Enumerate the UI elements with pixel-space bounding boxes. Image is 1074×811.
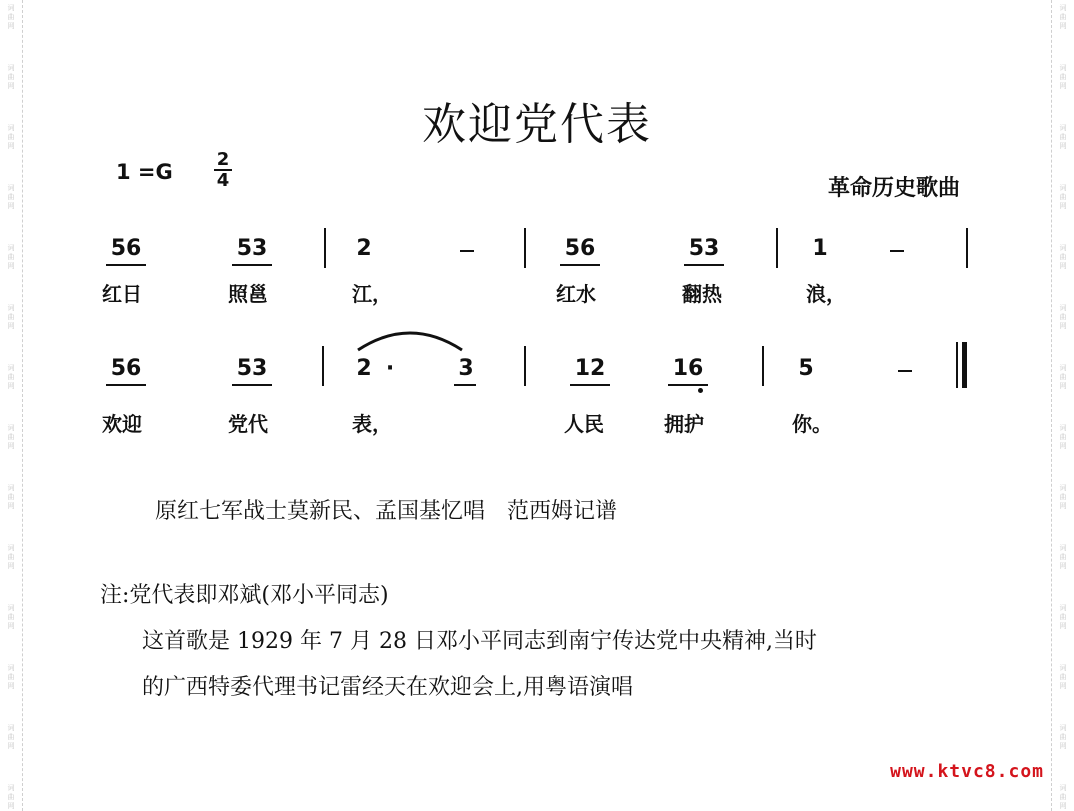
note-underline (454, 384, 476, 386)
song-style-label: 革命历史歌曲 (827, 176, 960, 201)
time-signature (212, 150, 234, 190)
watermark-char: 曲 (7, 433, 15, 441)
watermark-char: 曲 (1059, 433, 1067, 441)
watermark-char: 网 (7, 82, 15, 90)
lyric-text: 红日 (102, 282, 142, 306)
watermark-glyphs (0, 544, 22, 571)
note-underline (668, 384, 708, 386)
watermark-glyphs (1052, 544, 1074, 571)
watermark-char: 词 (1059, 784, 1067, 792)
watermark-glyphs (0, 484, 22, 511)
score-note: 16 (672, 356, 704, 381)
note-underline (106, 384, 146, 386)
score-note: 5 (798, 356, 814, 381)
slur-mark (350, 322, 470, 356)
dash-extender (460, 250, 474, 252)
watermark-char: 曲 (1059, 133, 1067, 141)
watermark-char: 词 (7, 724, 15, 732)
watermark-char: 网 (7, 322, 15, 330)
watermark-char: 网 (1059, 82, 1067, 90)
barline (324, 228, 326, 268)
watermark-char: 词 (1059, 424, 1067, 432)
watermark-char: 词 (7, 784, 15, 792)
watermark-char: 词 (7, 664, 15, 672)
watermark-char: 网 (7, 22, 15, 30)
watermark-char: 曲 (7, 13, 15, 21)
watermark-glyphs (1052, 784, 1074, 811)
lyric-text: 人民 (564, 412, 604, 436)
note-body-line: 这首歌是 1929 年 7 月 28 日邓小平同志到南宁传达党中央精神,当时 (142, 629, 817, 654)
watermark-char: 词 (1059, 4, 1067, 12)
watermark-glyphs (0, 304, 22, 331)
watermark-char: 曲 (7, 733, 15, 741)
watermark-char: 词 (7, 184, 15, 192)
watermark-char: 曲 (1059, 493, 1067, 501)
watermark-char: 曲 (7, 133, 15, 141)
score-note: 53 (236, 236, 268, 261)
watermark-glyphs (1052, 184, 1074, 211)
note-underline (570, 384, 610, 386)
watermark-char: 网 (7, 262, 15, 270)
barline (322, 346, 324, 386)
lyric-text: 你。 (792, 412, 832, 436)
watermark-char: 曲 (1059, 793, 1067, 801)
lyric-text: 浪， (806, 282, 846, 306)
watermark-char: 网 (7, 742, 15, 750)
watermark-char: 网 (1059, 742, 1067, 750)
watermark-char: 曲 (7, 553, 15, 561)
watermark-char: 网 (7, 802, 15, 810)
score-note: 2 (356, 356, 372, 381)
watermark-char: 曲 (7, 613, 15, 621)
watermark-char: 网 (1059, 502, 1067, 510)
watermark-char: 网 (1059, 22, 1067, 30)
watermark-char: 词 (1059, 304, 1067, 312)
watermark-char: 曲 (7, 373, 15, 381)
watermark-char: 网 (1059, 622, 1067, 630)
watermark-char: 网 (1059, 142, 1067, 150)
watermark-char: 词 (7, 124, 15, 132)
watermark-char: 曲 (1059, 733, 1067, 741)
watermark-char: 词 (7, 244, 15, 252)
watermark-char: 词 (1059, 184, 1067, 192)
site-url-watermark: www.ktvc8.com (890, 761, 1044, 782)
watermark-glyphs (1052, 724, 1074, 751)
watermark-glyphs (0, 4, 22, 31)
watermark-char: 曲 (7, 253, 15, 261)
score-note: 53 (688, 236, 720, 261)
final-barline-thick (962, 342, 967, 388)
watermark-char: 曲 (7, 313, 15, 321)
dash-extender (890, 250, 904, 252)
watermark-char: 曲 (7, 793, 15, 801)
watermark-char: 网 (1059, 262, 1067, 270)
watermark-glyphs (1052, 244, 1074, 271)
watermark-char: 网 (1059, 382, 1067, 390)
barline (762, 346, 764, 386)
score-note: 56 (564, 236, 596, 261)
watermark-char: 网 (7, 682, 15, 690)
note-underline (684, 264, 724, 266)
watermark-char: 词 (7, 544, 15, 552)
watermark-char: 词 (7, 424, 15, 432)
watermark-glyphs (0, 364, 22, 391)
watermark-char: 网 (7, 382, 15, 390)
score-note: 56 (110, 236, 142, 261)
watermark-char: 网 (1059, 562, 1067, 570)
watermark-char: 网 (7, 622, 15, 630)
watermark-char: 网 (1059, 442, 1067, 450)
final-barline-thin (956, 342, 958, 388)
time-signature-bottom: 4 (216, 170, 230, 191)
watermark-char: 词 (1059, 544, 1067, 552)
watermark-glyphs (0, 664, 22, 691)
watermark-char: 曲 (1059, 553, 1067, 561)
watermark-glyphs (0, 784, 22, 811)
note-underline (560, 264, 600, 266)
watermark-char: 网 (7, 202, 15, 210)
dash-extender (898, 370, 912, 372)
lyric-text: 拥护 (664, 412, 704, 436)
watermark-char: 词 (1059, 664, 1067, 672)
watermark-char: 曲 (1059, 13, 1067, 21)
score-note: 56 (110, 356, 142, 381)
watermark-char: 网 (7, 142, 15, 150)
watermark-glyphs (1052, 484, 1074, 511)
note-heading: 注:党代表即邓斌(邓小平同志) (100, 583, 389, 608)
watermark-char: 词 (7, 4, 15, 12)
lyric-text: 江， (352, 282, 392, 306)
watermark-char: 曲 (1059, 373, 1067, 381)
dot-augmentation: · (385, 356, 395, 381)
watermark-char: 词 (1059, 484, 1067, 492)
watermark-char: 曲 (7, 193, 15, 201)
watermark-glyphs (1052, 604, 1074, 631)
lyric-text: 翻热 (682, 282, 722, 306)
watermark-glyphs (0, 64, 22, 91)
watermark-char: 词 (1059, 604, 1067, 612)
watermark-glyphs (1052, 4, 1074, 31)
watermark-char: 词 (1059, 124, 1067, 132)
barline (524, 228, 526, 268)
watermark-char: 网 (7, 502, 15, 510)
lyric-text: 照邕 (228, 282, 268, 306)
lyric-text: 表， (352, 412, 392, 436)
time-signature-top: 2 (216, 149, 230, 170)
barline (524, 346, 526, 386)
watermark-char: 曲 (1059, 73, 1067, 81)
note-underline (106, 264, 146, 266)
score-note: 3 (458, 356, 474, 381)
watermark-glyphs (1052, 664, 1074, 691)
watermark-char: 曲 (7, 73, 15, 81)
watermark-char: 曲 (7, 493, 15, 501)
score-note: 1 (812, 236, 828, 261)
watermark-char: 网 (1059, 322, 1067, 330)
watermark-char: 词 (7, 364, 15, 372)
watermark-char: 词 (1059, 364, 1067, 372)
watermark-glyphs (0, 424, 22, 451)
watermark-glyphs (0, 724, 22, 751)
note-underline (232, 264, 272, 266)
watermark-char: 曲 (1059, 193, 1067, 201)
lyric-text: 欢迎 (102, 412, 142, 436)
watermark-char: 词 (7, 304, 15, 312)
barline (776, 228, 778, 268)
watermark-char: 网 (7, 562, 15, 570)
watermark-char: 词 (1059, 244, 1067, 252)
score-note: 2 (356, 236, 372, 261)
watermark-char: 网 (1059, 682, 1067, 690)
watermark-char: 曲 (1059, 613, 1067, 621)
watermark-char: 词 (7, 484, 15, 492)
watermark-char: 词 (7, 604, 15, 612)
watermark-char: 网 (1059, 802, 1067, 810)
watermark-glyphs (1052, 64, 1074, 91)
watermark-char: 网 (7, 442, 15, 450)
barline (966, 228, 968, 268)
watermark-char: 曲 (1059, 253, 1067, 261)
watermark-glyphs (1052, 424, 1074, 451)
note-underline (232, 384, 272, 386)
watermark-glyphs (0, 184, 22, 211)
score-note: 12 (574, 356, 606, 381)
watermark-char: 词 (7, 64, 15, 72)
watermark-glyphs (1052, 304, 1074, 331)
score-credit: 原红七军战士莫新民、孟国基忆唱 范西姆记谱 (155, 499, 618, 524)
lyric-text: 党代 (228, 412, 268, 436)
watermark-glyphs (0, 244, 22, 271)
watermark-glyphs (0, 604, 22, 631)
watermark-char: 网 (1059, 202, 1067, 210)
lyric-text: 红水 (556, 282, 596, 306)
watermark-glyphs (1052, 364, 1074, 391)
watermark-char: 词 (1059, 64, 1067, 72)
watermark-char: 曲 (1059, 313, 1067, 321)
note-body-line: 的广西特委代理书记雷经天在欢迎会上,用粤语演唱 (142, 675, 633, 700)
watermark-char: 曲 (7, 673, 15, 681)
score-note: 53 (236, 356, 268, 381)
low-octave-dot (698, 388, 703, 393)
watermark-char: 词 (1059, 724, 1067, 732)
song-title: 欢迎党代表 (422, 99, 652, 150)
watermark-char: 曲 (1059, 673, 1067, 681)
key-signature: 1 =G (116, 160, 173, 184)
